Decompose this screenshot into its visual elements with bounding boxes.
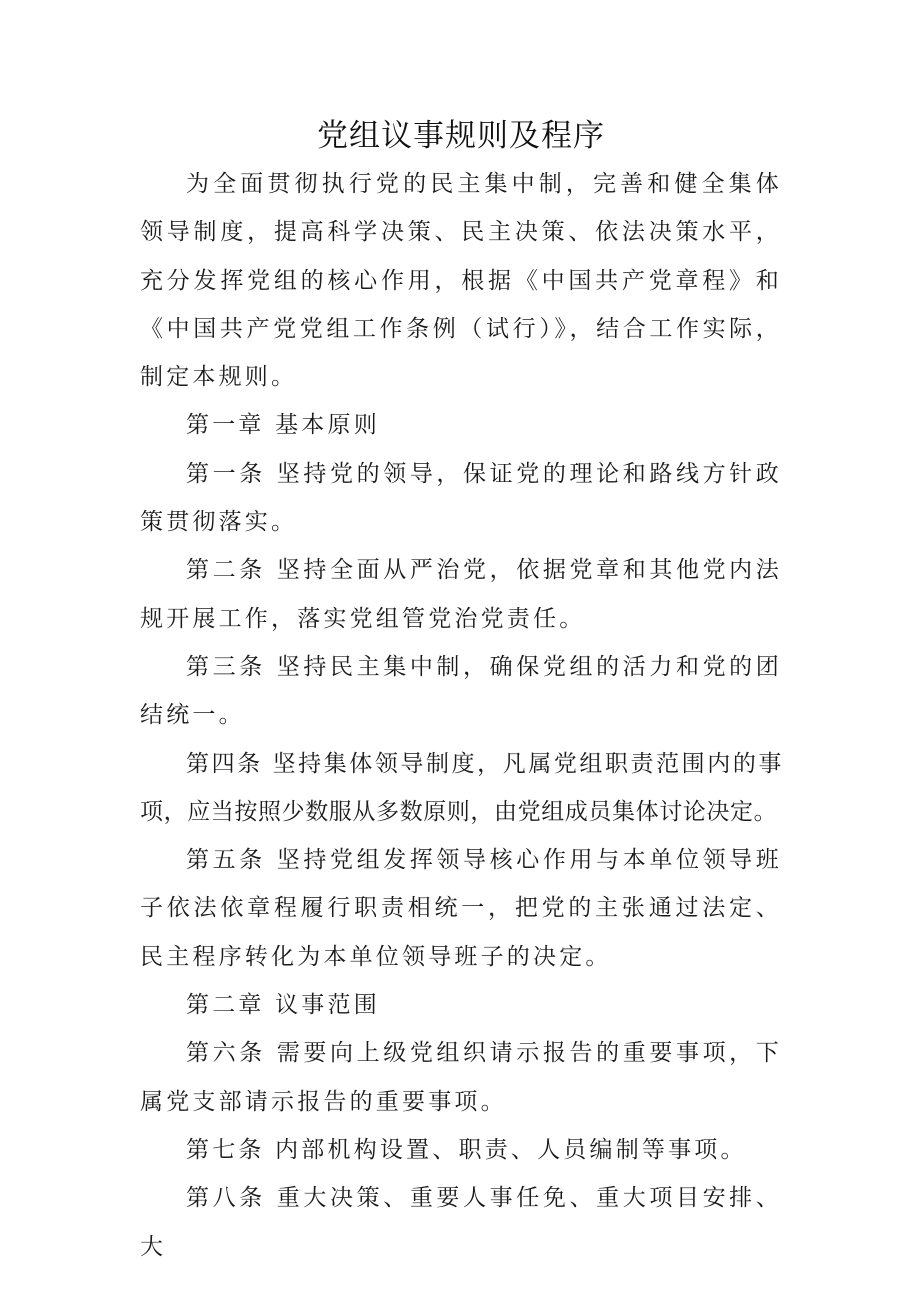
article-paragraph: 第六条 需要向上级党组织请示报告的重要事项，下属党支部请示报告的重要事项。 bbox=[140, 1040, 782, 1115]
document-page bbox=[140, 112, 782, 1271]
preamble-paragraph: 为全面贯彻执行党的民主集中制，完善和健全集体领导制度，提高科学决策、民主决策、依法决策水平，充分发挥党组的核心作用，根据《中国共产党章程》和《中国共产党党组工作条例（试行）》，结合工作实际，制定本规则。 bbox=[140, 171, 782, 391]
article-paragraph: 第八条 重大决策、重要人事任免、重大项目安排、大 bbox=[140, 1185, 782, 1260]
article-paragraph: 第四条 坚持集体领导制度，凡属党组职责范围内的事项，应当按照少数服从多数原则，由党组成员集体讨论决定。 bbox=[140, 750, 782, 825]
article-paragraph: 第五条 坚持党组发挥领导核心作用与本单位领导班子依法依章程履行职责相统一，把党的主张通过法定、民主程序转化为本单位领导班子的决定。 bbox=[140, 847, 782, 970]
article-paragraph: 第三条 坚持民主集中制，确保党组的活力和党的团结统一。 bbox=[140, 653, 782, 729]
article-paragraph: 第二条 坚持全面从严治党，依据党章和其他党内法规开展工作，落实党组管党治党责任。 bbox=[140, 557, 782, 632]
article-paragraph: 第七条 内部机构设置、职责、人员编制等事项。 bbox=[186, 1136, 747, 1163]
chapter-heading: 第一章 基本原则 bbox=[186, 412, 380, 439]
document-title: 党组议事规则及程序 bbox=[317, 118, 605, 154]
article-paragraph: 第一条 坚持党的领导，保证党的理论和路线方针政策贯彻落实。 bbox=[140, 460, 782, 536]
chapter-heading: 第二章 议事范围 bbox=[186, 992, 380, 1019]
